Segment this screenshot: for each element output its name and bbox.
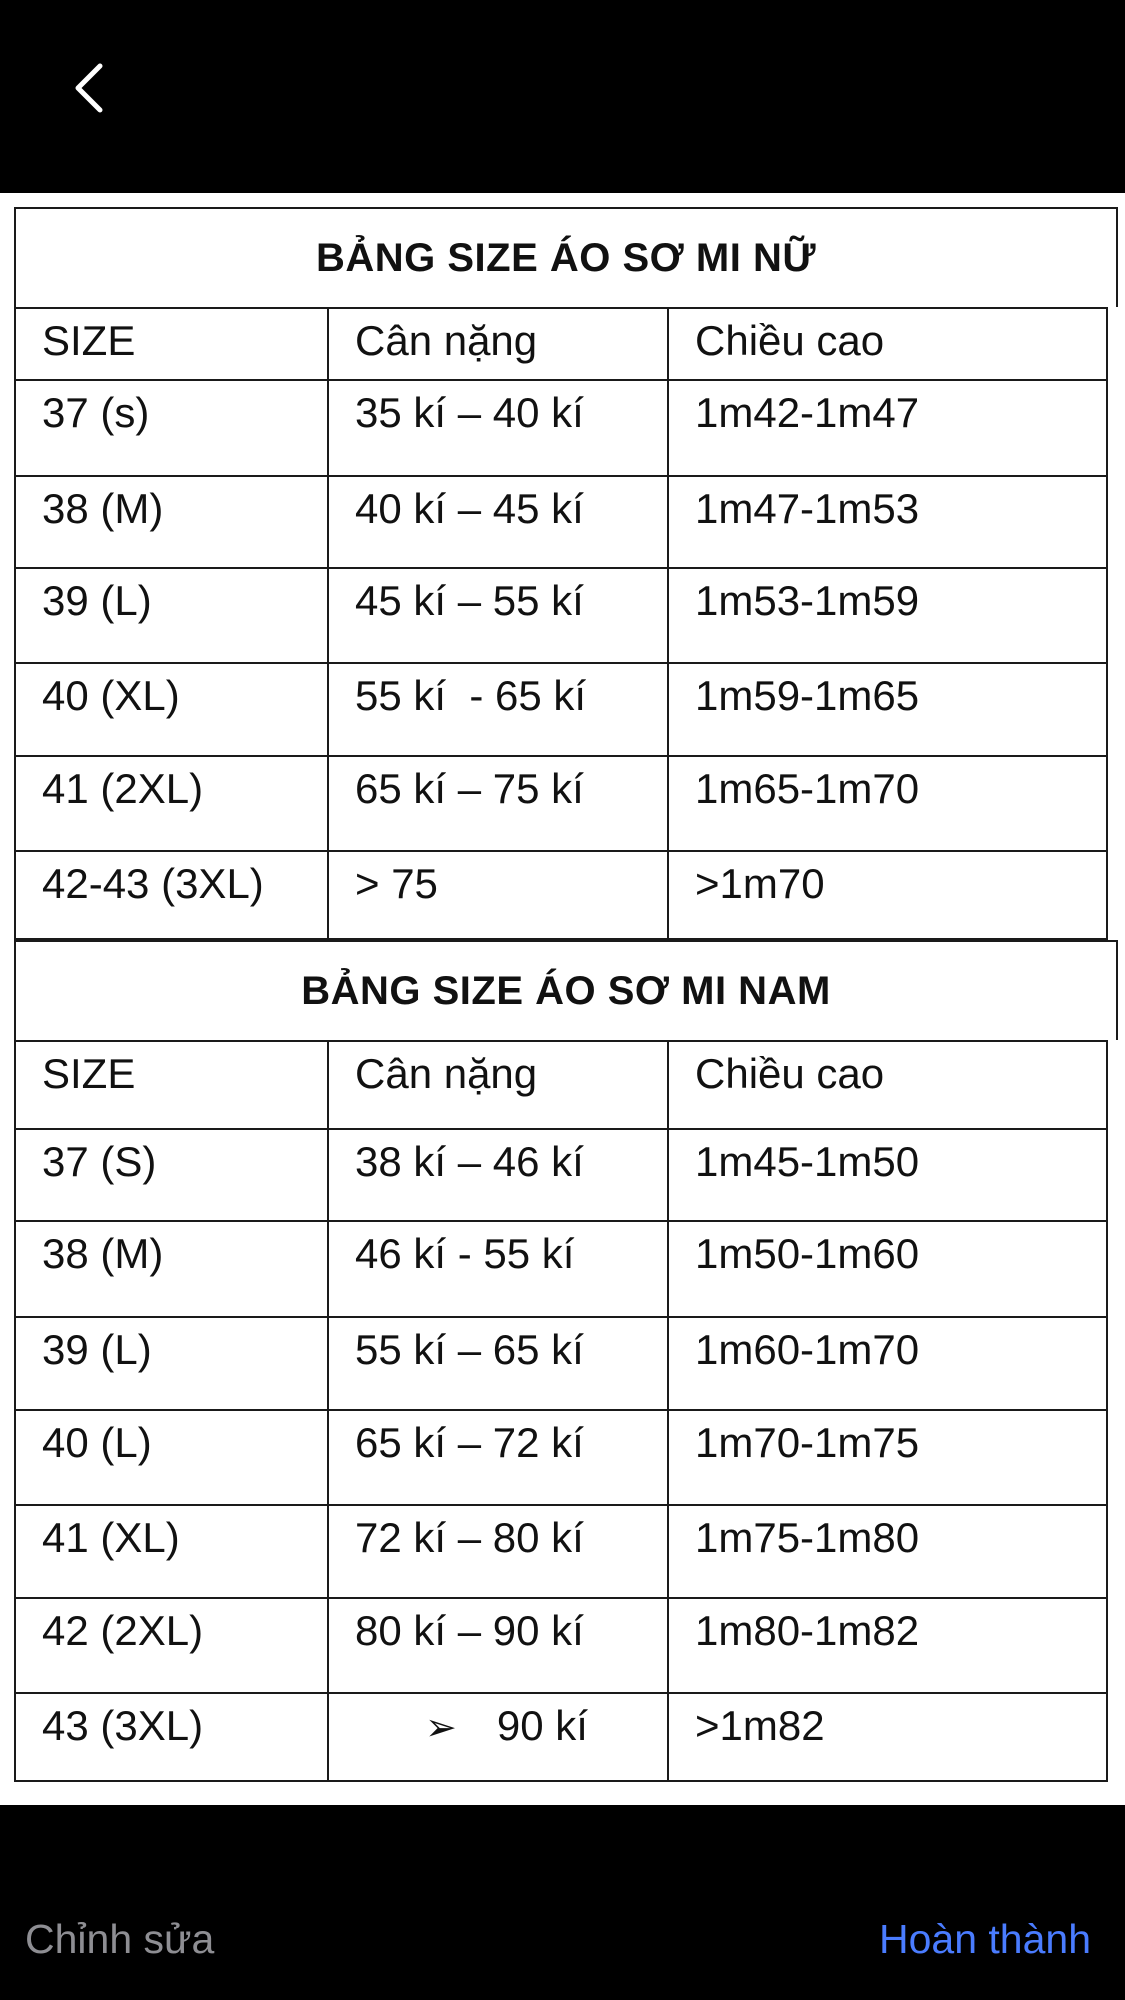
women-table-title: BẢNG SIZE ÁO SƠ MI NỮ (14, 207, 1118, 307)
table-row (15, 1410, 1107, 1505)
size-cell: 37 (S) (42, 1138, 157, 1185)
edit-button[interactable]: Chỉnh sửa (25, 1916, 215, 1962)
size-cell: 43 (3XL) (42, 1702, 204, 1749)
height-cell: 1m80-1m82 (695, 1607, 920, 1654)
table-header-row (15, 1041, 1107, 1129)
table-row (15, 476, 1107, 568)
women-size-table (14, 307, 1108, 940)
header-height: Chiều cao (668, 308, 1107, 380)
height-cell: 1m45-1m50 (695, 1138, 920, 1185)
size-cell: 41 (2XL) (42, 765, 204, 812)
table-row (15, 851, 1107, 939)
size-cell: 40 (XL) (42, 672, 180, 719)
size-cell: 40 (L) (42, 1419, 152, 1466)
table-row (15, 1598, 1107, 1693)
header-weight: Cân nặng (328, 1041, 668, 1129)
weight-cell: 55 kí – 65 kí (355, 1326, 584, 1373)
size-chart-sheet (14, 207, 1118, 1782)
header-size: SIZE (15, 308, 328, 380)
weight-cell: 72 kí – 80 kí (355, 1514, 584, 1561)
height-cell: 1m60-1m70 (695, 1326, 920, 1373)
weight-cell: 65 kí – 75 kí (355, 765, 584, 812)
weight-cell: ➢ 90 kí (425, 1702, 588, 1749)
size-cell: 37 (s) (42, 389, 150, 436)
chevron-left-icon (62, 58, 122, 118)
size-cell: 39 (L) (42, 577, 152, 624)
table-row (15, 756, 1107, 851)
bottom-toolbar (0, 1805, 1125, 2000)
table-row (15, 1693, 1107, 1781)
top-bar (0, 0, 1125, 193)
weight-cell: 65 kí – 72 kí (355, 1419, 584, 1466)
weight-cell: 35 kí – 40 kí (355, 389, 584, 436)
height-cell: 1m53-1m59 (695, 577, 920, 624)
header-weight: Cân nặng (328, 308, 668, 380)
size-cell: 41 (XL) (42, 1514, 180, 1561)
table-row (15, 1505, 1107, 1598)
table-row (15, 663, 1107, 756)
weight-cell: 40 kí – 45 kí (355, 485, 584, 532)
height-cell: 1m42-1m47 (695, 389, 920, 436)
weight-cell: 38 kí – 46 kí (355, 1138, 584, 1185)
weight-cell: 46 kí - 55 kí (355, 1230, 575, 1277)
size-cell: 38 (M) (42, 485, 164, 532)
back-button[interactable] (62, 58, 122, 118)
height-cell: 1m75-1m80 (695, 1514, 920, 1561)
size-cell: 42-43 (3XL) (42, 860, 264, 907)
done-button[interactable]: Hoàn thành (878, 1916, 1091, 1962)
arrow-bullet-icon: ➢ (425, 1707, 457, 1749)
table-header-row (15, 308, 1107, 380)
height-cell: 1m47-1m53 (695, 485, 920, 532)
size-cell: 42 (2XL) (42, 1607, 204, 1654)
header-height: Chiều cao (668, 1041, 1107, 1129)
height-cell: 1m59-1m65 (695, 672, 920, 719)
men-table-title: BẢNG SIZE ÁO SƠ MI NAM (14, 940, 1118, 1040)
weight-cell: 55 kí - 65 kí (355, 672, 587, 719)
men-size-table (14, 1040, 1108, 1782)
height-cell: >1m82 (695, 1702, 825, 1749)
table-row (15, 568, 1107, 663)
header-size: SIZE (15, 1041, 328, 1129)
size-chart-image (0, 193, 1125, 1805)
table-row (15, 380, 1107, 476)
weight-cell: 80 kí – 90 kí (355, 1607, 584, 1654)
height-cell: 1m70-1m75 (695, 1419, 920, 1466)
size-cell: 38 (M) (42, 1230, 164, 1277)
height-cell: 1m65-1m70 (695, 765, 920, 812)
weight-cell: > 75 (355, 860, 438, 907)
weight-cell: 45 kí – 55 kí (355, 577, 584, 624)
table-row (15, 1317, 1107, 1410)
table-row (15, 1129, 1107, 1221)
height-cell: >1m70 (695, 860, 825, 907)
height-cell: 1m50-1m60 (695, 1230, 920, 1277)
table-row (15, 1221, 1107, 1317)
size-cell: 39 (L) (42, 1326, 152, 1373)
